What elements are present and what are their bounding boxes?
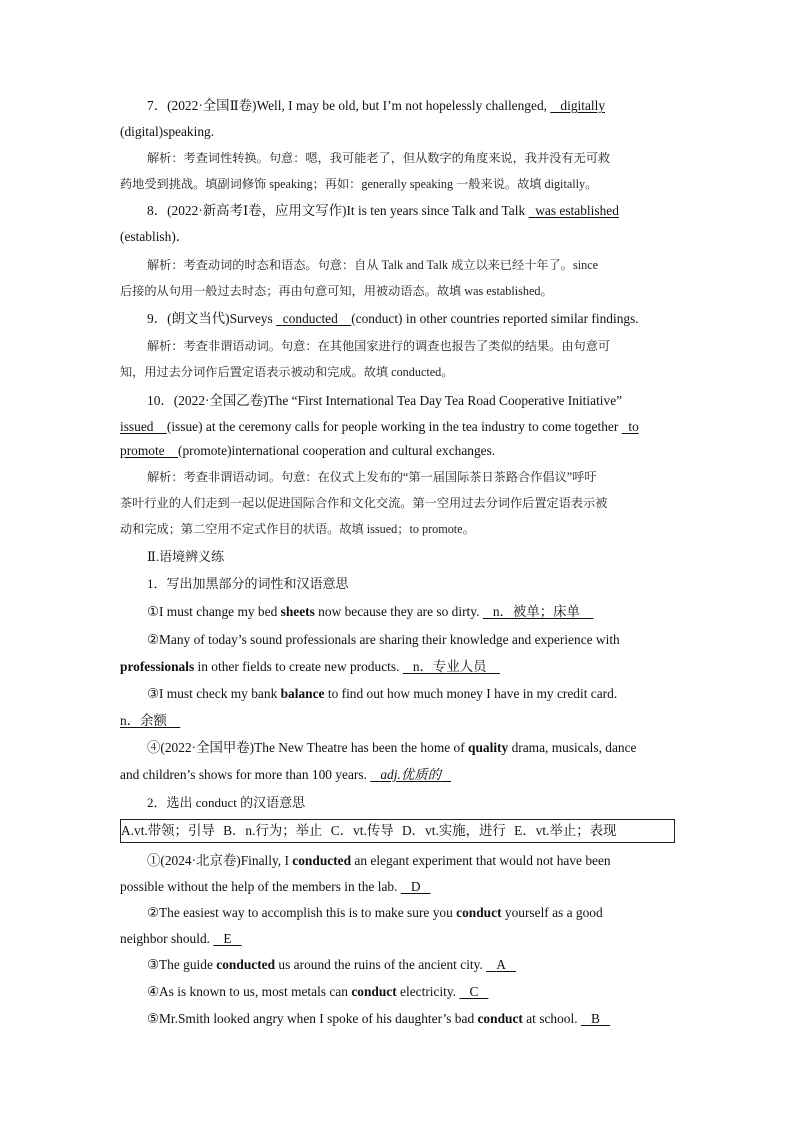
option-b: B．n.行为；举止: [223, 823, 323, 838]
subsection-2-title: 2．选出 conduct 的汉语意思: [147, 795, 306, 810]
analysis-10: 解析：考查非谓语动词。句意：在仪式上发布的“第一届国际茶日茶路合作倡议”呼吁: [147, 470, 597, 484]
item-2-1-cont: possible without the help of the members in the lab. D: [120, 878, 431, 896]
analysis-10-cont: 茶叶行业的人们走到一起以促进国际合作和文化交流。第一空用过去分词作后置定语表示被: [120, 496, 608, 510]
option-d: D．vt.实施，进行: [402, 823, 506, 838]
answer-1-4: adj.优质的: [380, 767, 441, 782]
analysis-7-cont: 药地受到挑战。填副词修饰 speaking；再如：generally speaking 一般来说。故填 digitally。: [120, 177, 598, 191]
answer-8: was established: [535, 203, 619, 218]
analysis-9: 解析：考查非谓语动词。句意：在其他国家进行的调查也报告了类似的结果。由句意可: [147, 339, 611, 353]
question-7: 7．(2022·全国Ⅱ卷)Well, I may be old, but I’m not hopelessly challenged, digitally: [147, 98, 606, 113]
item-2-2-cont: neighbor should. E: [120, 930, 242, 948]
answer-10b-part2: promote: [120, 443, 165, 458]
item-2-1: ①(2024·北京卷)Finally, I conducted an elegant experiment that would not have been: [147, 853, 611, 868]
item-1-3-cont: [120, 712, 180, 730]
item-1-4-cont: and children’s shows for more than 100 years. adj.优质的: [120, 766, 451, 784]
item-1-2: ②Many of today’s sound professionals are sharing their knowledge and experience with: [147, 632, 620, 647]
analysis-7: 解析：考查词性转换。句意：嗯，我可能老了，但从数字的角度来说，我并没有无可救: [147, 151, 611, 165]
answer-2-5: B: [590, 1011, 600, 1026]
analysis-8-cont: 后接的从句用一般过去时态；再由句意可知，用被动语态。故填 was established。: [120, 284, 553, 298]
analysis-10-cont2: 动和完成；第二空用不定式作目的状语。故填 issued；to promote。: [120, 522, 475, 536]
question-10-cont2: promote (promote)international cooperation and cultural exchanges.: [120, 443, 496, 458]
answer-10b-part1: to: [628, 419, 639, 434]
answer-2-1: D: [410, 879, 421, 894]
analysis-9-cont: 知，用过去分词作后置定语表示被动和完成。故填 conducted。: [120, 365, 454, 379]
subsection-1-title: 1．写出加黑部分的词性和汉语意思: [147, 576, 349, 591]
question-8: 8．(2022·新高考Ⅰ卷，应用文写作)It is ten years since Talk and Talk was established: [147, 203, 619, 218]
item-2-2: ②The easiest way to accomplish this is to make sure you conduct yourself as a good: [147, 905, 603, 920]
question-10-cont: issued (issue) at the ceremony calls for people working in the tea industry to come together to: [120, 419, 639, 434]
question-7-cont: (digital)speaking.: [120, 124, 215, 139]
question-9: 9．(朗文当代)Surveys conducted (conduct) in other countries reported similar findings.: [147, 311, 639, 326]
options-box: [120, 819, 675, 843]
answer-10a: issued: [120, 419, 154, 434]
item-1-2-cont: professionals in other fields to create new products. n．专业人员: [120, 658, 500, 676]
answer-2-3: A: [496, 957, 506, 972]
item-2-4: ④As is known to us, most metals can conduct electricity. C: [120, 983, 488, 1001]
item-2-5: ⑤Mr.Smith looked angry when I spoke of his daughter’s bad conduct at school. B: [120, 1010, 610, 1028]
answer-1-1: n．被单；床单: [492, 604, 580, 619]
answer-2-4: C: [469, 984, 479, 999]
item-1-3: ③I must check my bank balance to find out how much money I have in my credit card.: [147, 686, 618, 701]
answer-7: digitally: [560, 98, 606, 113]
answer-9: conducted: [282, 311, 338, 326]
item-1-1: ①I must change my bed sheets now because they are so dirty. n．被单；床单: [120, 603, 593, 621]
answer-1-3: n．余额: [120, 713, 167, 728]
answer-1-2: n．专业人员: [412, 659, 487, 674]
option-a: A.vt.带领；引导: [121, 823, 215, 838]
option-c: C．vt.传导: [330, 823, 394, 838]
section-title: Ⅱ.语境辨义练: [147, 549, 225, 564]
question-8-cont: (establish)．: [120, 229, 190, 244]
answer-2-2: E: [223, 931, 232, 946]
item-2-3: ③The guide conducted us around the ruins of the ancient city. A: [120, 956, 516, 974]
question-10: 10．(2022·全国乙卷)The “First International Tea Day Tea Road Cooperative Initiative”: [147, 393, 623, 408]
option-e: E．vt.举止；表现: [514, 823, 617, 838]
item-1-4: ④(2022·全国甲卷)The New Theatre has been the home of quality drama, musicals, dance: [147, 740, 637, 755]
analysis-8: 解析：考查动词的时态和语态。句意：自从 Talk and Talk 成立以来已经十年了。since: [147, 258, 599, 272]
